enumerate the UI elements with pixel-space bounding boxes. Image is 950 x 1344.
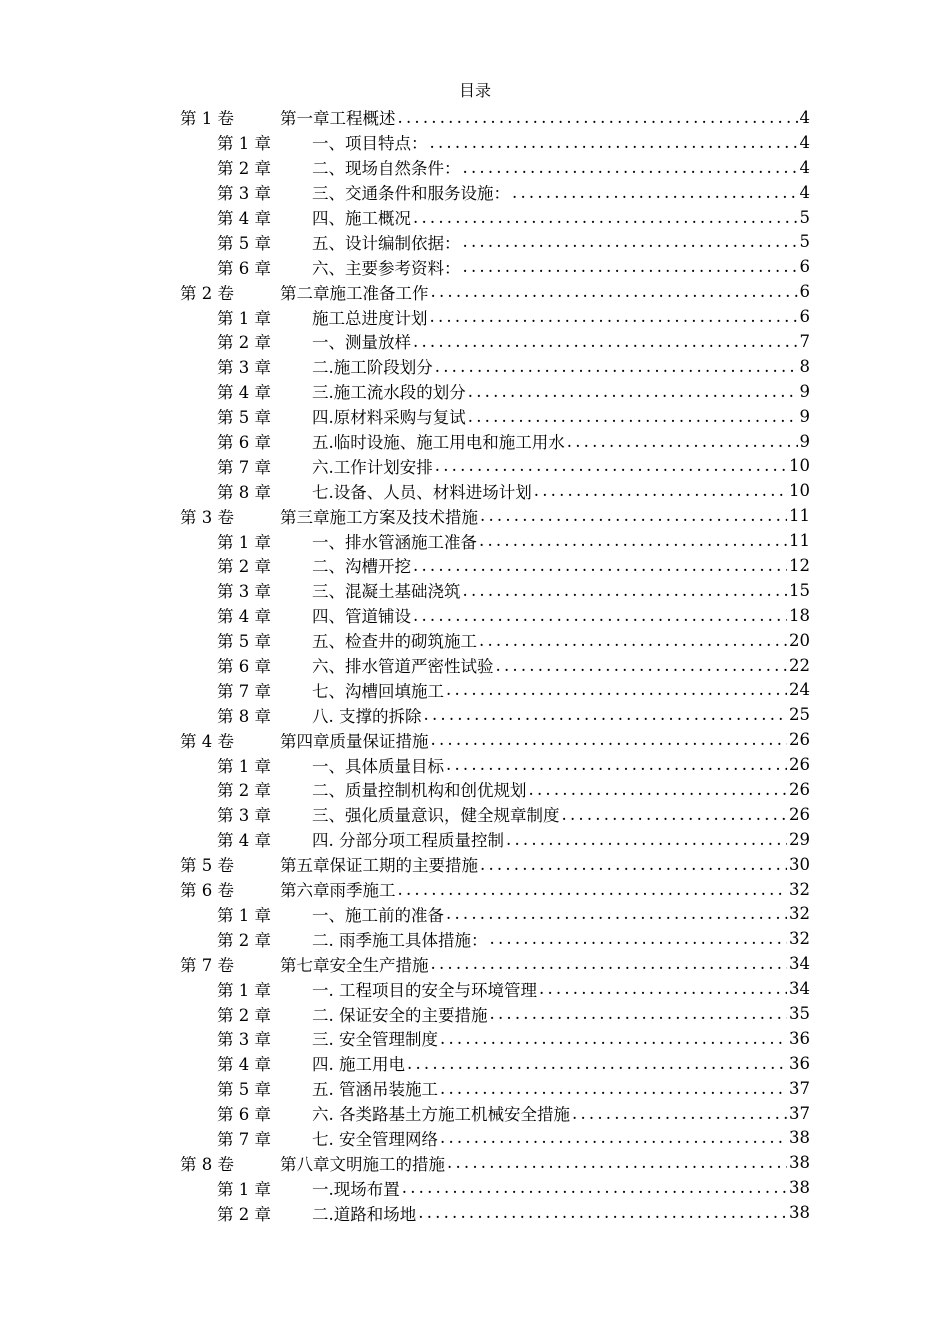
toc-entry-page-number: 36 — [789, 1053, 810, 1073]
toc-entry-page-number: 32 — [789, 904, 810, 924]
toc-entry[interactable] — [180, 279, 810, 304]
toc-entry-title: 施工总进度计划 — [312, 308, 428, 328]
toc-entry-number: 第 4 卷 — [180, 731, 234, 751]
toc-entry-page-number: 6 — [799, 257, 810, 277]
toc-entry-page-number: 37 — [789, 1103, 810, 1123]
dot-leader — [407, 1054, 787, 1073]
toc-entry-page-number: 32 — [789, 929, 810, 949]
toc-entry-page-number: 6 — [799, 307, 810, 327]
toc-entry-number: 第 2 章 — [217, 1005, 271, 1025]
toc-entry-number: 第 3 卷 — [180, 507, 234, 527]
toc-entry[interactable] — [180, 453, 810, 478]
toc-entry[interactable] — [180, 1001, 810, 1026]
toc-entry-page-number: 26 — [789, 804, 810, 824]
dot-leader — [446, 680, 787, 699]
dot-leader — [534, 481, 787, 500]
toc-entry-page-number: 38 — [789, 1178, 810, 1198]
toc-entry-title: 二. 雨季施工具体措施： — [312, 930, 488, 950]
dot-leader — [463, 232, 798, 251]
toc-entry-page-number: 12 — [789, 555, 810, 575]
toc-entry-number: 第 6 章 — [217, 258, 271, 278]
toc-entry-number: 第 5 章 — [217, 1080, 271, 1100]
dot-leader — [463, 257, 798, 276]
dot-leader — [398, 108, 798, 127]
toc-entry-number: 第 5 章 — [217, 632, 271, 652]
toc-entry[interactable] — [180, 578, 810, 603]
toc-entry-title: 一、测量放样 — [312, 333, 411, 353]
dot-leader — [435, 456, 787, 475]
toc-entry[interactable] — [180, 852, 810, 877]
dot-leader — [562, 805, 788, 824]
toc-entry-page-number: 29 — [789, 829, 810, 849]
dot-leader — [496, 656, 788, 675]
toc-entry-number: 第 3 章 — [217, 358, 271, 378]
toc-entry-number: 第 8 章 — [217, 482, 271, 502]
toc-entry-title: 三. 安全管理制度 — [312, 1030, 438, 1050]
toc-entry-page-number: 15 — [789, 580, 810, 600]
dot-leader — [413, 606, 787, 625]
dot-leader — [479, 531, 787, 550]
dot-leader — [440, 1128, 787, 1147]
toc-entry-number: 第 1 章 — [217, 756, 271, 776]
toc-entry-title: 第四章质量保证措施 — [280, 731, 429, 751]
toc-entry-number: 第 2 章 — [217, 1204, 271, 1224]
toc-entry-number: 第 1 卷 — [180, 109, 234, 129]
toc-entry[interactable] — [180, 752, 810, 777]
toc-entry[interactable] — [180, 404, 810, 429]
dot-leader — [463, 158, 798, 177]
toc-entry-number: 第 3 章 — [217, 582, 271, 602]
dot-leader — [490, 1004, 788, 1023]
toc-entry[interactable] — [180, 155, 810, 180]
toc-entry-title: 四. 分部分项工程质量控制 — [312, 831, 504, 851]
toc-entry-number: 第 2 卷 — [180, 283, 234, 303]
toc-entry[interactable] — [180, 304, 810, 329]
toc-entry-title: 六. 各类路基土方施工机械安全措施 — [312, 1105, 570, 1125]
toc-entry-title: 二、现场自然条件： — [312, 159, 461, 179]
dot-leader — [435, 357, 798, 376]
toc-entry[interactable] — [180, 329, 810, 354]
toc-entry-number: 第 2 章 — [217, 930, 271, 950]
toc-entry-page-number: 26 — [789, 730, 810, 750]
toc-entry-title: 二、质量控制机构和创优规划 — [312, 781, 527, 801]
toc-entry-number: 第 2 章 — [217, 781, 271, 801]
dot-leader — [512, 183, 798, 202]
dot-leader — [418, 1203, 787, 1222]
dot-leader — [463, 581, 788, 600]
dot-leader — [490, 929, 788, 948]
table-of-contents — [180, 105, 810, 1225]
toc-entry-title: 一.现场布置 — [312, 1179, 400, 1199]
toc-entry-title: 八. 支撑的拆除 — [312, 706, 422, 726]
toc-entry[interactable] — [180, 354, 810, 379]
toc-entry-number: 第 5 章 — [217, 408, 271, 428]
toc-entry-number: 第 4 章 — [217, 209, 271, 228]
dot-leader — [446, 755, 787, 774]
toc-entry[interactable] — [180, 503, 810, 528]
toc-entry[interactable] — [180, 1026, 810, 1051]
toc-entry-page-number: 11 — [789, 531, 810, 551]
toc-entry[interactable] — [180, 603, 810, 628]
toc-entry-number: 第 6 章 — [217, 657, 271, 677]
toc-entry-title: 七、沟槽回填施工 — [312, 681, 444, 701]
toc-entry-title: 六.工作计划安排 — [312, 457, 433, 477]
toc-entry-number: 第 7 章 — [217, 1129, 271, 1149]
toc-entry-number: 第 1 章 — [217, 532, 271, 552]
toc-entry[interactable] — [180, 1101, 810, 1126]
toc-entry[interactable] — [180, 727, 810, 752]
toc-entry-page-number: 5 — [799, 232, 810, 252]
dot-leader — [431, 282, 798, 301]
toc-entry-number: 第 2 章 — [217, 159, 271, 179]
toc-entry-page-number: 26 — [789, 755, 810, 775]
toc-entry-page-number: 20 — [789, 630, 810, 650]
toc-entry-title: 一、具体质量目标 — [312, 756, 444, 776]
toc-entry-page-number: 26 — [789, 779, 810, 799]
toc-entry-title: 第八章文明施工的措施 — [280, 1154, 445, 1174]
toc-entry-page-number: 11 — [789, 506, 810, 526]
dot-leader — [468, 382, 798, 401]
dot-leader — [413, 332, 798, 351]
toc-entry-number: 第 6 卷 — [180, 881, 234, 901]
toc-entry-number: 第 7 章 — [217, 457, 271, 477]
toc-entry[interactable] — [180, 130, 810, 155]
toc-entry[interactable] — [180, 677, 810, 702]
toc-entry-title: 五、设计编制依据： — [312, 233, 461, 253]
dot-leader — [479, 631, 787, 650]
toc-entry-title: 六、主要参考资料： — [312, 258, 461, 278]
toc-entry-title: 一、项目特点： — [312, 134, 428, 154]
toc-entry-number: 第 5 章 — [217, 233, 271, 253]
toc-entry-number: 第 8 章 — [217, 706, 271, 726]
toc-entry-page-number: 38 — [789, 1128, 810, 1148]
toc-entry-number: 第 1 章 — [217, 980, 271, 1000]
toc-entry-page-number: 9 — [799, 406, 810, 426]
toc-title: 目录 — [458, 81, 491, 100]
toc-entry[interactable] — [180, 628, 810, 653]
toc-entry[interactable] — [180, 379, 810, 404]
toc-entry[interactable] — [180, 777, 810, 802]
toc-entry-page-number: 4 — [799, 157, 810, 177]
toc-entry-title: 三、交通条件和服务设施： — [312, 184, 510, 204]
toc-entry[interactable] — [180, 653, 810, 678]
toc-entry-number: 第 5 卷 — [180, 856, 234, 876]
toc-entry[interactable] — [180, 1051, 810, 1076]
toc-entry[interactable] — [180, 827, 810, 852]
toc-entry-page-number: 22 — [789, 655, 810, 675]
dot-leader — [480, 506, 787, 525]
toc-entry-page-number: 34 — [789, 979, 810, 999]
toc-entry[interactable] — [180, 205, 810, 230]
toc-entry[interactable] — [180, 1150, 810, 1175]
toc-entry-number: 第 4 章 — [217, 607, 271, 627]
toc-entry-page-number: 10 — [789, 456, 810, 476]
toc-entry-title: 四、施工概况 — [312, 209, 411, 228]
toc-entry-page-number: 4 — [799, 107, 810, 127]
toc-entry-title: 二、沟槽开挖 — [312, 557, 411, 577]
toc-entry-number: 第 1 章 — [217, 905, 271, 925]
dot-leader — [440, 1029, 787, 1048]
toc-entry-number: 第 4 章 — [217, 1055, 271, 1075]
toc-entry-number: 第 1 章 — [217, 134, 271, 154]
toc-entry-title: 一、施工前的准备 — [312, 905, 444, 925]
toc-entry-page-number: 32 — [789, 879, 810, 899]
toc-entry-page-number: 4 — [799, 132, 810, 152]
toc-entry[interactable] — [180, 951, 810, 976]
toc-entry[interactable] — [180, 429, 810, 454]
dot-leader — [480, 855, 787, 874]
toc-entry-page-number: 8 — [799, 356, 810, 376]
toc-entry-title: 七.设备、人员、材料进场计划 — [312, 482, 532, 502]
toc-entry-number: 第 4 章 — [217, 383, 271, 403]
dot-leader — [506, 830, 787, 849]
toc-entry-number: 第 6 章 — [217, 1105, 271, 1125]
toc-entry-title: 五. 管涵吊装施工 — [312, 1080, 438, 1100]
dot-leader — [431, 954, 788, 973]
toc-entry-title: 三.施工流水段的划分 — [312, 383, 466, 403]
toc-entry[interactable] — [180, 105, 810, 130]
toc-entry-page-number: 5 — [799, 207, 810, 227]
dot-leader — [446, 904, 787, 923]
dot-leader — [529, 780, 788, 799]
toc-entry-title: 四、管道铺设 — [312, 607, 411, 627]
toc-entry-page-number: 24 — [789, 680, 810, 700]
dot-leader — [398, 880, 788, 899]
toc-entry-title: 三、混凝土基础浇筑 — [312, 582, 461, 602]
toc-entry[interactable] — [180, 254, 810, 279]
toc-entry-number: 第 2 章 — [217, 557, 271, 577]
toc-entry[interactable] — [180, 1076, 810, 1101]
dot-leader — [413, 208, 798, 227]
toc-entry-number: 第 2 章 — [217, 333, 271, 353]
dot-leader — [447, 1153, 787, 1172]
toc-entry[interactable] — [180, 478, 810, 503]
toc-entry-number: 第 1 章 — [217, 308, 271, 328]
toc-entry-page-number: 6 — [799, 282, 810, 302]
toc-entry[interactable] — [180, 1126, 810, 1151]
toc-entry-number: 第 7 卷 — [180, 955, 234, 975]
toc-entry-page-number: 9 — [799, 431, 810, 451]
toc-entry-page-number: 18 — [789, 605, 810, 625]
dot-leader — [430, 307, 798, 326]
toc-entry-page-number: 34 — [789, 954, 810, 974]
toc-entry-page-number: 37 — [789, 1078, 810, 1098]
toc-entry[interactable] — [180, 926, 810, 951]
toc-entry-number: 第 3 章 — [217, 1030, 271, 1050]
toc-entry[interactable] — [180, 553, 810, 578]
toc-entry-page-number: 10 — [789, 481, 810, 501]
toc-entry-title: 第二章施工准备工作 — [280, 283, 429, 303]
toc-entry-number: 第 3 章 — [217, 806, 271, 826]
toc-entry-title: 六、排水管道严密性试验 — [312, 657, 494, 677]
toc-entry-number: 第 7 章 — [217, 681, 271, 701]
toc-entry[interactable] — [180, 528, 810, 553]
toc-entry-title: 七. 安全管理网络 — [312, 1129, 438, 1149]
toc-entry-title: 三、强化质量意识，健全规章制度 — [312, 806, 560, 826]
toc-entry-number: 第 4 章 — [217, 831, 271, 851]
dot-leader — [402, 1178, 787, 1197]
toc-entry-number: 第 1 章 — [217, 1179, 271, 1199]
toc-entry[interactable] — [180, 702, 810, 727]
dot-leader — [468, 407, 798, 426]
toc-entry[interactable] — [180, 229, 810, 254]
toc-entry-title: 四.原材料采购与复试 — [312, 408, 466, 428]
toc-entry-title: 第七章安全生产措施 — [280, 955, 429, 975]
toc-entry[interactable] — [180, 902, 810, 927]
toc-entry-page-number: 25 — [789, 705, 810, 725]
toc-entry-title: 二.施工阶段划分 — [312, 358, 433, 378]
toc-entry[interactable] — [180, 1175, 810, 1200]
toc-entry-page-number: 4 — [799, 182, 810, 202]
toc-entry-title: 二. 保证安全的主要措施 — [312, 1005, 488, 1025]
toc-entry[interactable] — [180, 976, 810, 1001]
toc-entry-number: 第 6 章 — [217, 433, 271, 453]
toc-entry[interactable] — [180, 877, 810, 902]
toc-entry-title: 四. 施工用电 — [312, 1055, 405, 1075]
dot-leader — [567, 432, 798, 451]
toc-entry-page-number: 7 — [799, 331, 810, 351]
dot-leader — [440, 1079, 787, 1098]
toc-entry-page-number: 9 — [799, 381, 810, 401]
toc-entry-title: 第一章工程概述 — [280, 109, 396, 129]
toc-entry-title: 第五章保证工期的主要措施 — [280, 856, 478, 876]
toc-entry-title: 五.临时设施、施工用电和施工用水 — [312, 433, 565, 453]
toc-entry-page-number: 30 — [789, 854, 810, 874]
toc-entry-title: 第六章雨季施工 — [280, 881, 396, 901]
toc-entry-page-number: 38 — [789, 1203, 810, 1223]
toc-entry-page-number: 35 — [789, 1004, 810, 1023]
toc-entry-title: 第三章施工方案及技术措施 — [280, 507, 478, 527]
dot-leader — [572, 1104, 787, 1123]
toc-entry-page-number: 38 — [789, 1153, 810, 1173]
dot-leader — [430, 133, 798, 152]
toc-entry-page-number: 36 — [789, 1028, 810, 1048]
toc-entry-number: 第 8 卷 — [180, 1154, 234, 1174]
toc-entry[interactable] — [180, 180, 810, 205]
dot-leader — [413, 556, 787, 575]
toc-entry-title: 一、排水管涵施工准备 — [312, 532, 477, 552]
dot-leader — [424, 705, 788, 724]
toc-entry[interactable] — [180, 1200, 810, 1225]
toc-entry-title: 二.道路和场地 — [312, 1204, 417, 1224]
toc-entry[interactable] — [180, 802, 810, 827]
dot-leader — [431, 730, 788, 749]
toc-entry-title: 一. 工程项目的安全与环境管理 — [312, 980, 537, 1000]
toc-entry-title: 五、检查井的砌筑施工 — [312, 632, 477, 652]
dot-leader — [539, 979, 787, 998]
toc-entry-number: 第 3 章 — [217, 184, 271, 204]
